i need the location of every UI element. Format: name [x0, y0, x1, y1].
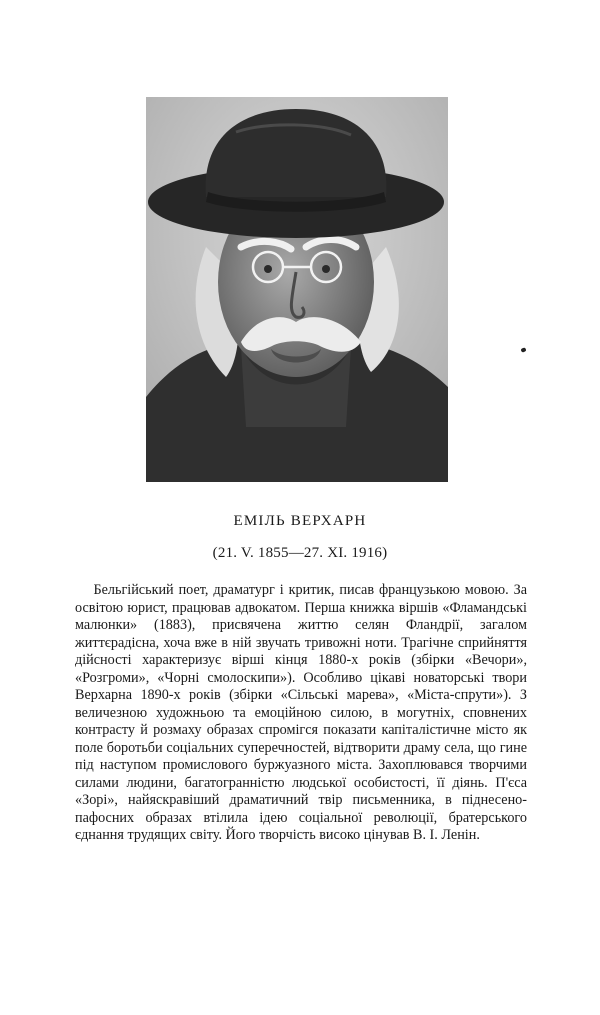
stray-ink-mark [520, 347, 526, 353]
portrait-photo [146, 97, 448, 482]
life-dates: (21. V. 1855—27. XI. 1916) [212, 545, 388, 561]
person-name: ЕМІЛЬ ВЕРХАРН [233, 513, 367, 529]
portrait-illustration [146, 97, 448, 482]
biography-paragraph: Бельгійський поет, драматург і критик, писав французькою мовою. За освітою юрист, працював адвокатом. Перша книжка віршів «Фламандські малюнки» (1883), присвячена життю селян Фландрії, загалом життєрадісна, хоча вже в ній звучать тривожні ноти. Трагічне сприйняття дійсності характеризує вірші кінця 1880-х років (збірки «Вечори», «Розгроми», «Чорні смолоскипи»). Особливо цікаві новаторські твори Верхарна 1890-х років (збірки «Сільські марева», «Міста-спрути»). З величезною художньою та емоційною силою, в могутніх, сповнених контрасту й розмаху образах спромігся показати капіталістичне місто як поле боротьби соціальних суперечностей, відтворити драму села, що гине під наступом промислового буржуазного міста. Захоплювався творчими силами людини, багатогранністю людської особистості, її діянь. П'єса «Зорі», найяскравіший драматичний твір письменника, в піднесено-пафосних образах втілила ідею соціальної революції, братерського єднання трудящих світу. Його творчість високо цінував В. І. Ленін. [75, 582, 527, 843]
